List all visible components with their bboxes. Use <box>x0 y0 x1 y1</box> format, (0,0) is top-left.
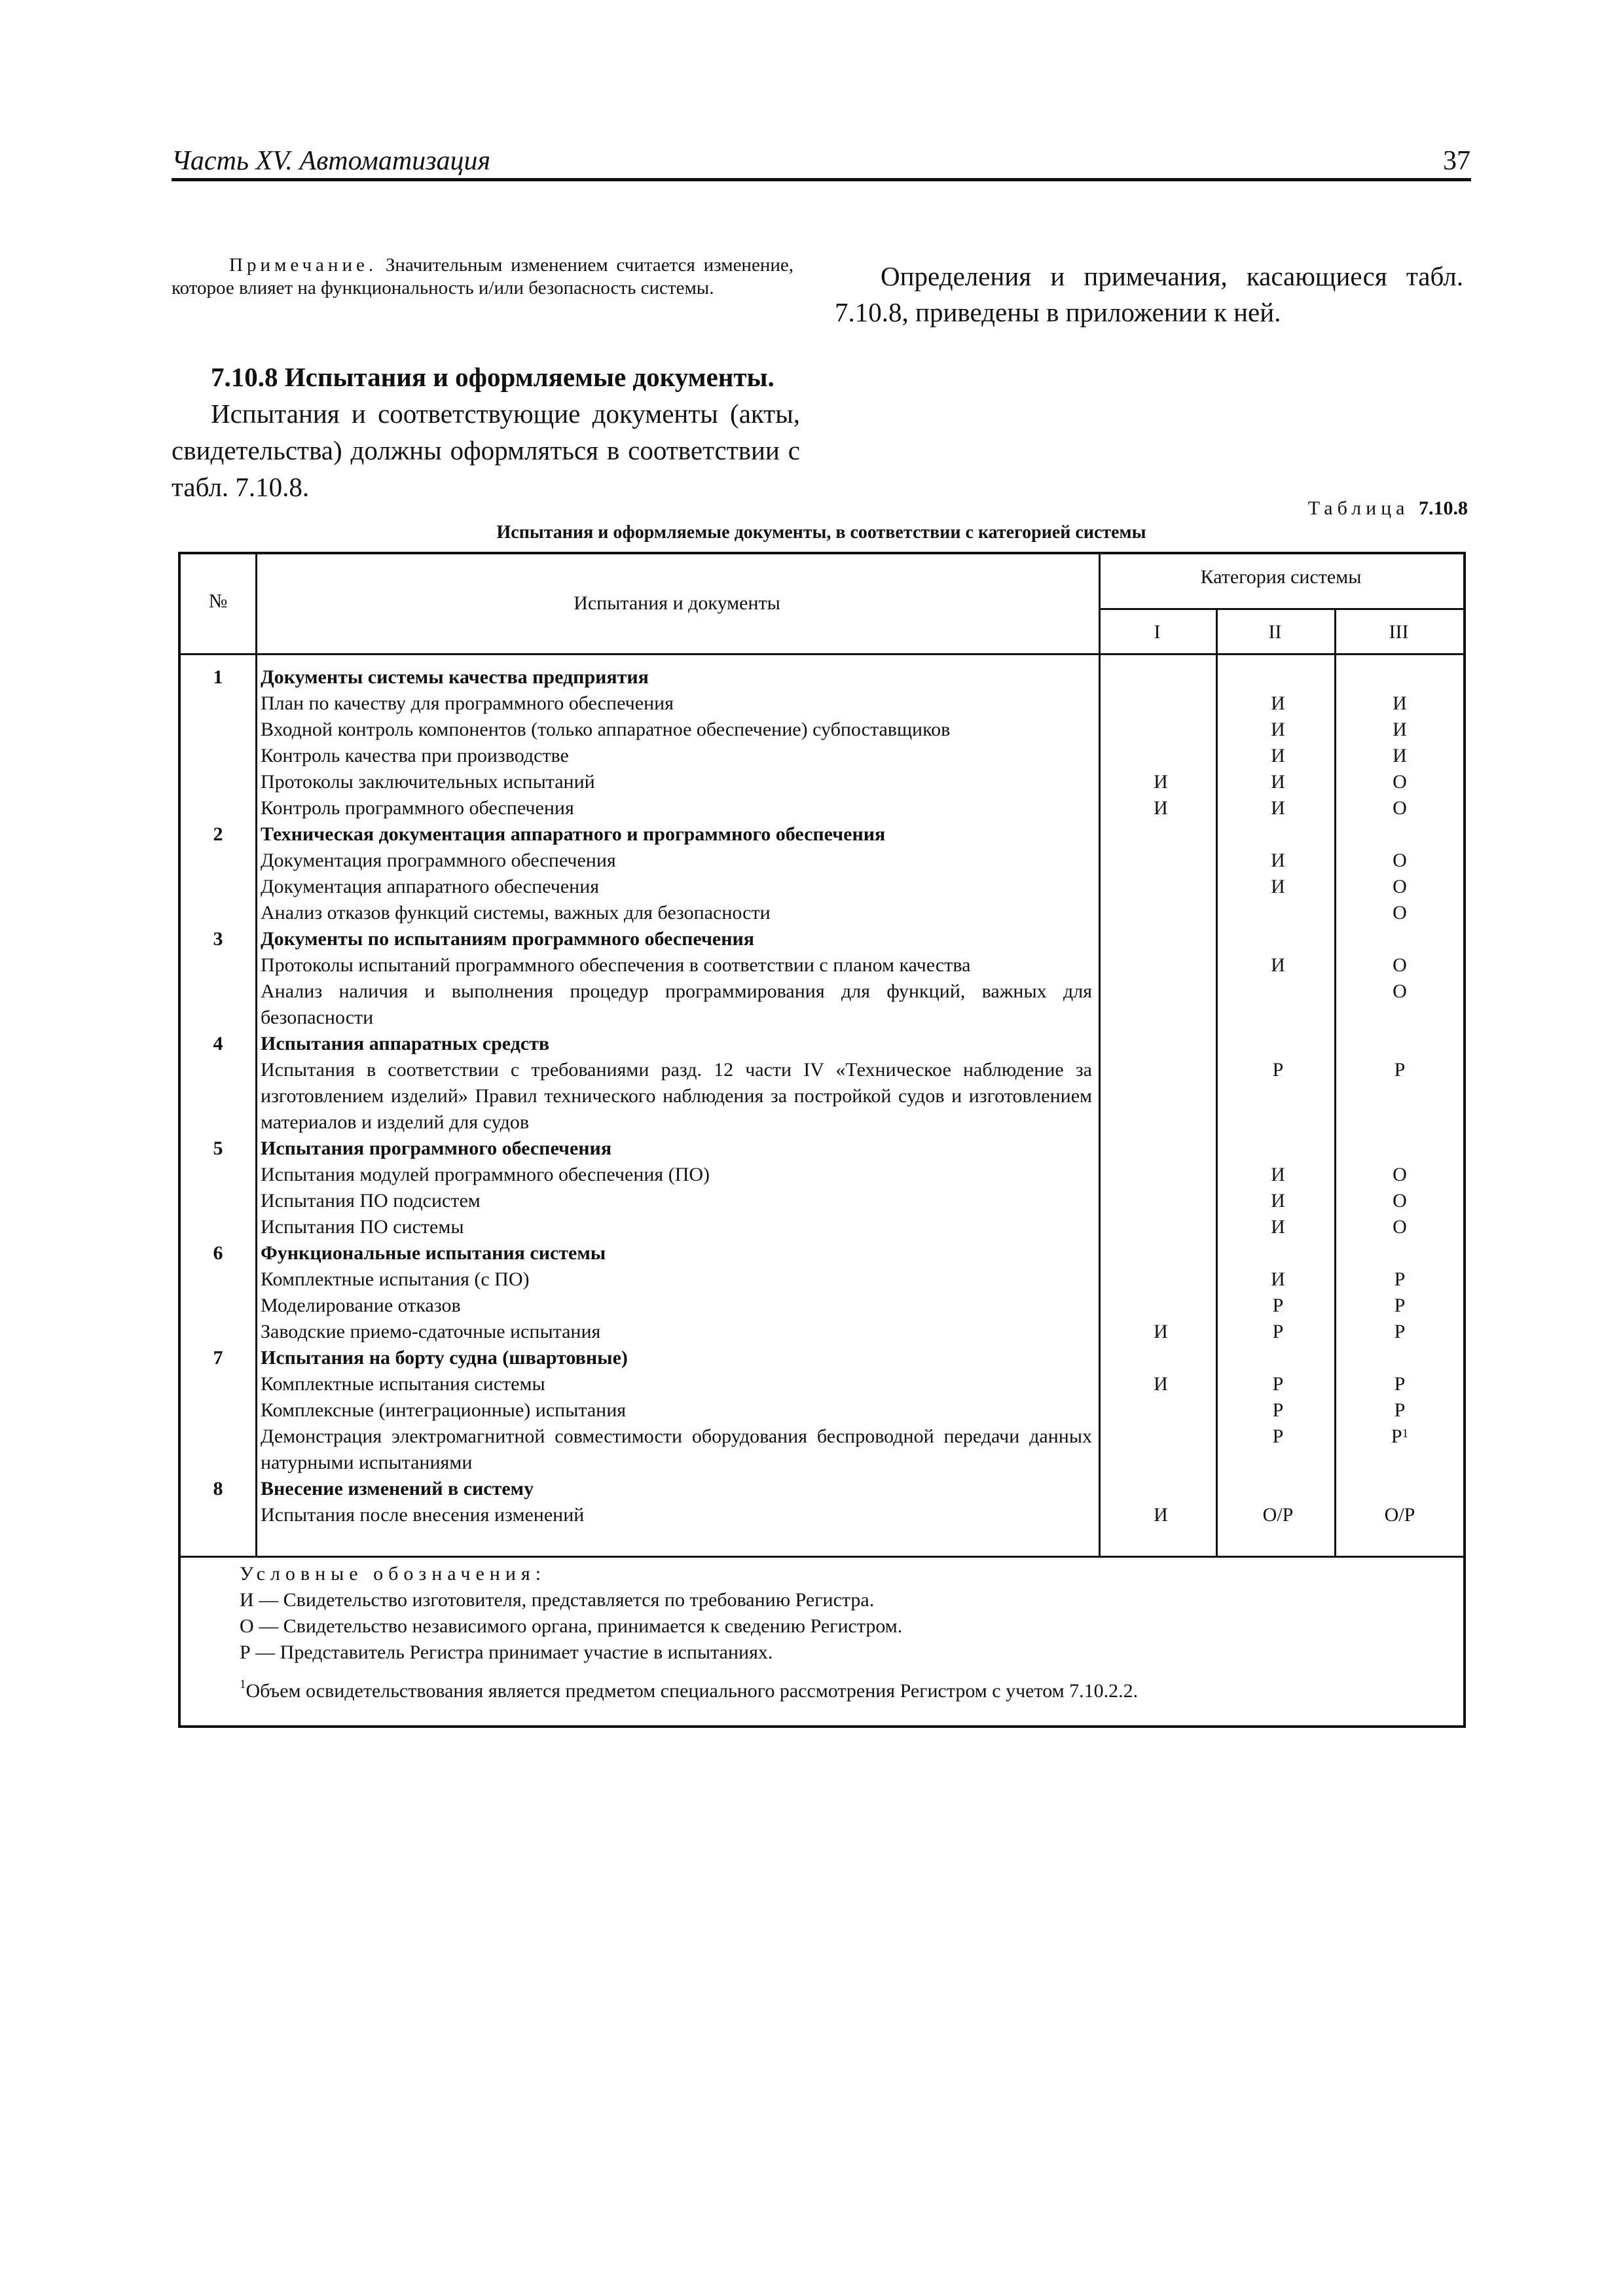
col-divider <box>255 554 257 1558</box>
header-rule <box>172 178 1471 181</box>
header-tests: Испытания и документы <box>574 592 780 614</box>
header-cat-2: II <box>1268 621 1282 643</box>
footnote-text: Объем освидетельствования является предметом специального рассмотрения Регистром с учетом 7.10.2.2. <box>246 1680 1139 1702</box>
section-7-10-8 <box>172 359 800 505</box>
col-divider <box>1216 608 1218 1558</box>
note-label: Примечание. <box>229 255 378 276</box>
legend-item: И — Свидетельство изготовителя, представляется по требованию Регистра. <box>240 1589 875 1611</box>
header-title: Часть XV. Автоматизация <box>172 146 491 176</box>
header-cat-3: III <box>1389 621 1409 643</box>
header-bottom-rule <box>181 653 1463 655</box>
table-footnote <box>240 1677 1444 1702</box>
table-label-prefix: Таблица <box>1307 497 1410 519</box>
table-legend <box>240 1561 1444 1666</box>
definitions-paragraph <box>835 259 1463 331</box>
header-cat-1: I <box>1154 621 1161 643</box>
table-label-number: 7.10.8 <box>1419 497 1468 519</box>
note-text: Значительным изменением считается изменение, которое влияет на функциональность и/или безопасность системы. <box>172 255 793 298</box>
tests-table: № Испытания и документы Категория системы I II III 1 Документы системы качества предприятия План по качеству для программного обеспечения И И Входной контроль компонентов (только аппаратное обеспечение) субпоставщиков И И Контроль качества при производстве И И Протоколы заключительных испытаний И И О Контроль программного обеспечения И И О 2 Техническая документация аппаратного и программного обеспечения Документация программного обеспечения И О Документация аппаратного обеспечения И О Анализ отказов функций системы, важных для безопасности О 3 Документы по испытаниям программного обеспечения Протоколы испытаний программного обеспечения в соответствии с планом качества И О Анализ наличия и выполнения процедур программирования для функций, важных для безопасности О 4 Испытания аппаратных средств Испытания в соответствии с требованиями разд. 12 части IV «Техническое наблюдение за изготовлением изделий» Правил технического наблюдения за постройкой судов и изготовлением материалов и изделий для судов Р Р 5 Испытания программного обеспечения Испытания модулей программного обеспечения (ПО) И О Испытания ПО подсистем И О Испытания ПО системы И О 6 Функциональные испытания системы Комплектные испытания (с ПО) И Р Моделирование отказов Р Р Заводские приемо-сдаточные испытания И Р Р 7 Испытания на борту судна (швартовные) Комплектные испытания системы И Р Р Комплексные (интеграционные) испытания Р Р Демонстрация электромагнитной совместимости оборудования беспроводной передачи данных натурными испытаниями Р $Р^1$ 8 Внесение изменений в систему Испытания после внесения изменений И О/Р О/Р Условные обозначения: И — Свидетельство изготовителя, представляется по требованию Регистра. О — Свидетельство независимого органа, принимается к сведению Регистром. Р — Представитель Регистра принимает участие в испытаниях. $^1$Объем освидетельствования является предметом специального рассмотрения Регистром с учетом 7.10.2.2. <box>178 552 1466 1728</box>
definitions-text: Определения и примечания, касающиеся табл. 7.10.8, приведены в приложении к ней. <box>835 261 1463 327</box>
table-label <box>1308 497 1468 520</box>
footnote-mark: 1 <box>240 1677 246 1691</box>
header-sub-rule <box>1099 608 1463 610</box>
legend-title: Условные обозначения: <box>240 1563 547 1585</box>
body-bottom-rule <box>181 1556 1463 1558</box>
header-num: № <box>208 590 228 612</box>
legend-item: Р — Представитель Регистра принимает участие в испытаниях. <box>240 1641 773 1663</box>
legend-item: О — Свидетельство независимого органа, принимается к сведению Регистром. <box>240 1615 903 1637</box>
section-text: Испытания и соответствующие документы (акты, свидетельства) должны оформляться в соответствии с табл. 7.10.8. <box>172 399 800 502</box>
page-number: 37 <box>1443 146 1470 176</box>
note-paragraph <box>172 254 793 300</box>
footnote-mark: 1 <box>1402 1427 1409 1441</box>
col-divider <box>1334 608 1336 1558</box>
col-divider <box>1099 554 1101 1558</box>
table-caption: Испытания и оформляемые документы, в соответствии с категорией системы <box>496 522 1146 543</box>
section-heading: 7.10.8 Испытания и оформляемые документы. <box>211 362 775 392</box>
header-category: Категория системы <box>1200 566 1362 588</box>
